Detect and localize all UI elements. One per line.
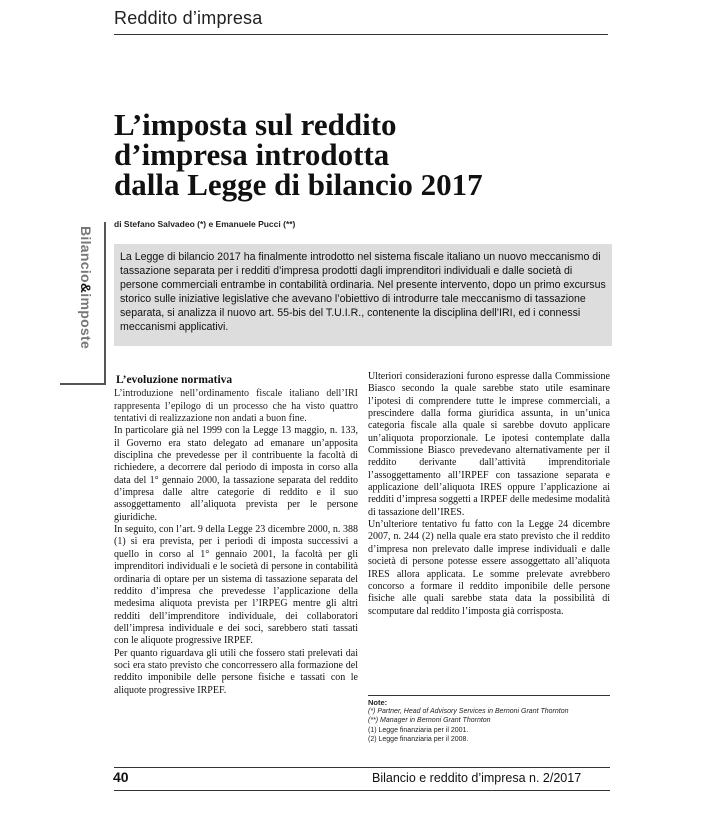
side-section-tab [78, 226, 104, 386]
footnote: (*) Partner, Head of Advisory Services in Bernoni Grant Thornton [368, 708, 569, 716]
body-column-left [114, 374, 358, 697]
body-paragraph: Ulteriori considerazioni furono espresse dalla Commissione Biasco secondo la quale sarebbe stato utile esaminare l’ipotesi di comprendere tutte le imprese commerciali, a prescindere dalla forma giuridica assunta, in un’unica categoria fiscale alla quale si sarebbe dovuto applicare un’aliquota proporzionale. Le ipotesi contemplate dalla Commissione Biasco prevedevano alternativamente per il reddito derivante dall’attività imprenditoriale l’assoggettamento all’IRPEF con tassazione separata e applicazione dell’aliquota IRES oppure l’applicazione ai redditi d’impresa soggetti a IRPEF delle medesime modalità di tassazione dell’IRES. [368, 371, 610, 518]
page-number: 40 [113, 769, 129, 785]
side-vertical-rule [104, 222, 106, 384]
notes-heading: Note: [368, 698, 388, 707]
title-line: L’imposta sul reddito [114, 107, 397, 142]
body-paragraph: Per quanto riguardava gli utili che fossero stati prelevati dai soci era stato previsto che concorressero alla formazione del reddito imponibile delle persone fisiche e tassati con le aliquote progressive IRPEF. [114, 647, 358, 696]
footnote: (1) Legge finanziaria per il 2001. [368, 726, 469, 734]
title-line: dalla Legge di bilancio 2017 [114, 167, 483, 202]
body-paragraph: In particolare già nel 1999 con la Legge 13 maggio, n. 133, il Governo era stato delegato ad emanare un’apposita disciplina che prevedesse per il contribuente la facoltà di richiedere, a decorrere dal periodo di imposta in corso alla data del 1° gennaio 2000, la tassazione separata del reddito d’impresa dalle altre categorie di reddito e il suo assoggettamento all’aliquota prevista per le persone giuridiche. [114, 425, 358, 523]
footer-bottom-divider [114, 790, 610, 791]
side-tab-part1: Bilancio [78, 226, 94, 283]
side-tab-part2: imposte [78, 293, 94, 350]
section-header: Reddito d’impresa [114, 8, 263, 28]
title-line: d’impresa introdotta [114, 137, 390, 172]
footnote: (2) Legge finanziaria per il 2008. [368, 735, 469, 743]
footnotes [368, 698, 610, 744]
body-paragraph: Un’ulteriore tentativo fu fatto con la Legge 24 dicembre 2007, n. 244 (2) nella quale era stato previsto che il reddito d’impresa non prelevato dalle imprese individuali e dalle società di persone potesse essere assoggettato all’aliquota IRES allora applicata. Le somme prelevate avrebbero concorso a formare il reddito imponibile delle persone fisiche alle quali sarebbe stata data la possibilità di scomputare dal reddito l’imposta già corrisposta. [368, 519, 610, 617]
notes-divider [368, 695, 610, 696]
article-abstract: La Legge di bilancio 2017 ha finalmente introdotto nel sistema fiscale italiano un nuovo meccanismo di tassazione separata per i redditi d’impresa prodotti dagli imprenditori individuali e dalle società di persone commerciali entrambe in contabilità ordinaria. Nel presente intervento, dopo un primo excursus storico sulle iniziative legislative che avevano l’obiettivo di introdurre tale meccanismo di tassazione separata, si analizza il nuovo art. 55-bis del T.U.I.R., contenente la disciplina dell’IRI, ed i connessi meccanismi applicativi. [114, 244, 612, 346]
body-paragraph: L’introduzione nell’ordinamento fiscale italiano dell’IRI rappresenta l’epilogo di un processo che ha visto quattro tentativi di realizzazione non andati a buon fine. [114, 388, 358, 425]
article-authors: di Stefano Salvadeo (*) e Emanuele Pucci (**) [114, 219, 296, 229]
magazine-issue: Bilancio e reddito d’impresa n. 2/2017 [372, 771, 582, 785]
footer-divider [114, 767, 610, 768]
side-horizontal-rule [60, 383, 106, 385]
header-divider [114, 34, 608, 35]
body-paragraph: In seguito, con l’art. 9 della Legge 23 dicembre 2000, n. 388 (1) si era prevista, per i periodi di imposta successivi a quello in corso al 1° gennaio 2001, la facoltà per gli imprenditori individuali e le società di persone in contabilità ordinaria di optare per un sistema di tassazione separata del reddito d’impresa che prevedesse l’applicazione della medesima aliquota prevista per l’IRPEG mentre gli altri redditi dell’imprenditore individuale, dei collaboratori dell’impresa individuale e dei soci, sarebbero stati tassati con le aliquote progressive IRPEF. [114, 524, 358, 647]
footnote: (**) Manager in Bernoni Grant Thornton [368, 717, 491, 725]
side-tab-label [78, 226, 94, 349]
section-subheading: L’evoluzione normativa [116, 374, 233, 386]
body-column-right [368, 371, 610, 618]
article-title [114, 107, 614, 202]
side-tab-ampersand: & [78, 282, 94, 294]
